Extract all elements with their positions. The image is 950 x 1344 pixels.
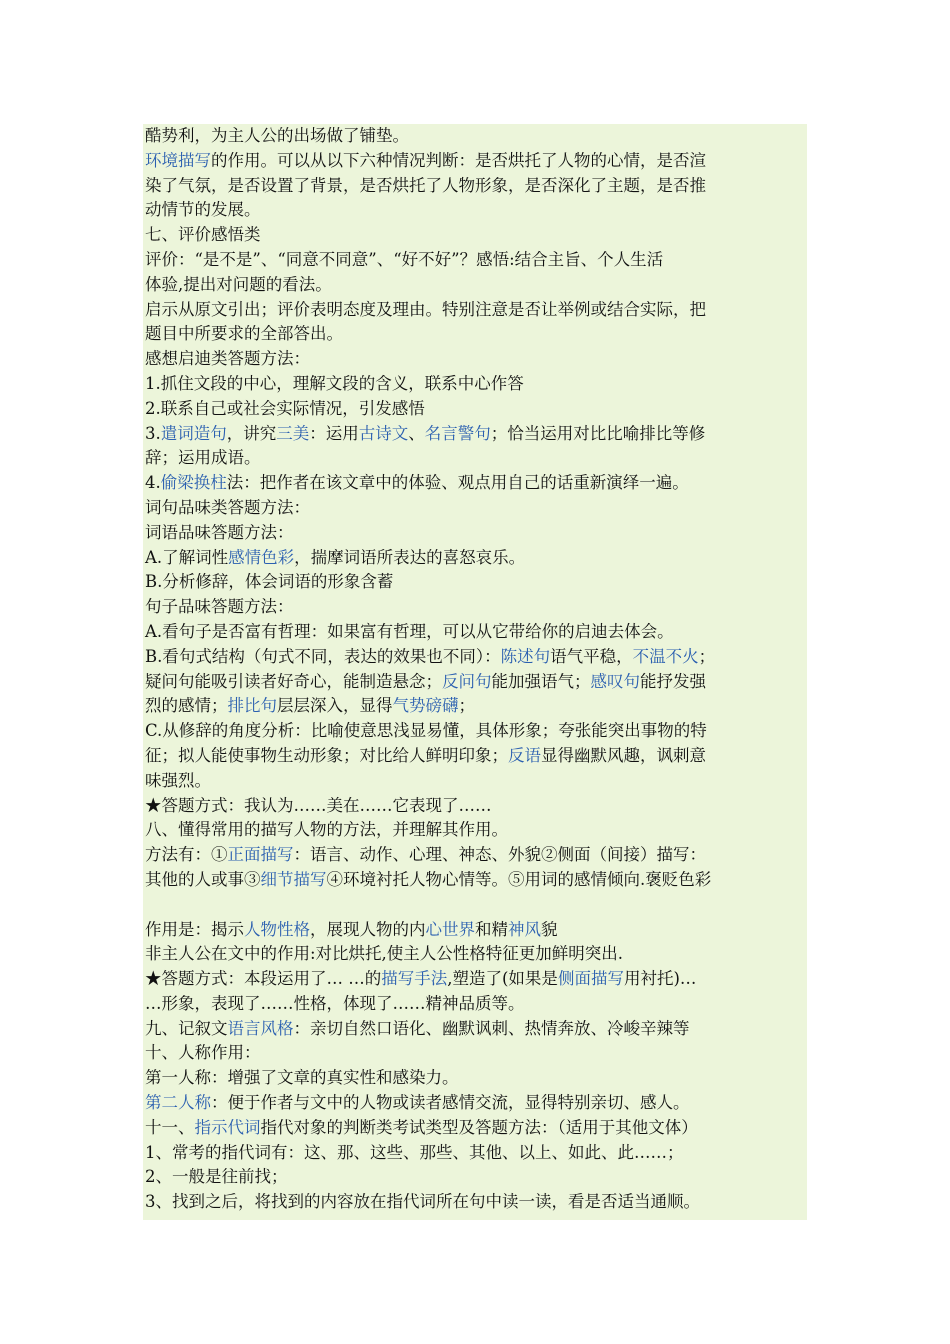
text-line — [145, 1017, 807, 1042]
text-run: 染了气氛，是否设置了背景，是否烘托了人物形象，是否深化了主题，是否推 — [145, 175, 706, 195]
text-run: 辞；运用成语。 — [145, 448, 261, 468]
text-line — [145, 248, 807, 273]
text-line — [145, 595, 807, 620]
text-line — [145, 942, 807, 967]
text-run: 、 — [408, 423, 425, 443]
keyword-link[interactable]: 名言警句 — [424, 423, 491, 443]
text-line — [145, 570, 807, 595]
text-run: 感想启迪类答题方法： — [145, 349, 310, 369]
text-run: 显得幽默风趣，讽刺意 — [541, 745, 706, 765]
keyword-link[interactable]: 气势磅礴 — [392, 696, 459, 716]
text-line — [145, 422, 807, 447]
text-line — [145, 1066, 807, 1091]
text-run: 八、懂得常用的描写人物的方法，并理解其作用。 — [145, 820, 508, 840]
text-run: 2.联系自己或社会实际情况，引发感悟 — [145, 398, 425, 418]
text-run: 能抒发强 — [640, 671, 706, 691]
text-run: 七、评价感悟类 — [145, 225, 261, 245]
text-run: 征；拟人能使事物生动形象；对比给人鲜明印象； — [145, 745, 508, 765]
text-line — [145, 347, 807, 372]
keyword-link[interactable]: 心世界 — [425, 919, 475, 939]
text-run: 指代对象的判断类考试类型及答题方法：（适用于其他文体） — [260, 1117, 698, 1137]
text-line — [145, 496, 807, 521]
keyword-link[interactable]: 语言风格 — [227, 1018, 294, 1038]
text-run: ,塑造了(如果是 — [447, 969, 558, 989]
text-line — [145, 967, 807, 992]
text-run: 1.抓住文段的中心，理解文段的含义，联系中心作答 — [145, 373, 524, 393]
keyword-link[interactable]: 神风 — [508, 919, 541, 939]
text-run: ：运用 — [309, 423, 359, 443]
text-run: C.从修辞的角度分析：比喻使意思浅显易懂，具体形象；夸张能突出事物的特 — [145, 721, 707, 741]
text-run: 和精 — [475, 919, 508, 939]
text-line — [145, 868, 807, 893]
keyword-link[interactable]: 三美 — [276, 423, 310, 443]
text-line — [145, 719, 807, 744]
text-line — [145, 1091, 807, 1116]
text-run: 味强烈。 — [145, 770, 211, 790]
text-run: B.分析修辞，体会词语的形象含蓄 — [145, 572, 394, 592]
text-line — [145, 273, 807, 298]
text-line — [145, 372, 807, 397]
text-line — [145, 992, 807, 1017]
text-run: 评价：“是不是”、“同意不同意”、“好不好”？感悟:结合主旨、个人生活 — [145, 249, 664, 269]
text-run: 4. — [145, 473, 161, 493]
text-line — [145, 620, 807, 645]
text-run: 词句品味类答题方法： — [145, 497, 310, 517]
keyword-link[interactable]: 遣词造句 — [160, 423, 227, 443]
keyword-link[interactable]: 陈述句 — [500, 646, 551, 666]
text-run: 词语品味答题方法： — [145, 522, 294, 542]
text-line — [145, 744, 807, 769]
text-line — [145, 645, 807, 670]
text-run: A.看句子是否富有哲理：如果富有哲理，可以从它带给你的启迪去体会。 — [145, 621, 674, 641]
text-run: 题目中所要求的全部答出。 — [145, 324, 343, 344]
text-line — [145, 223, 807, 248]
keyword-link[interactable]: 偷梁换柱 — [160, 473, 227, 493]
text-line — [145, 1165, 807, 1190]
text-run: ：便于作者与文中的人物或读者感情交流，显得特别亲切、感人。 — [211, 1093, 690, 1113]
text-run: 2、一般是往前找； — [145, 1167, 288, 1187]
text-run: 作用是：揭示 — [145, 919, 244, 939]
text-run: ，讲究 — [226, 423, 277, 443]
text-line — [145, 1041, 807, 1066]
text-run: 句子品味答题方法： — [145, 597, 294, 617]
text-line — [145, 670, 807, 695]
text-run: 方法有：① — [145, 845, 228, 865]
text-line — [145, 843, 807, 868]
text-run: 十、人称作用： — [145, 1043, 261, 1063]
text-run: A.了解词性 — [145, 547, 229, 567]
text-run: 用衬托)… — [623, 969, 697, 989]
document-body — [145, 124, 807, 1215]
text-line — [145, 818, 807, 843]
text-run: 第一人称：增强了文章的真实性和感染力。 — [145, 1068, 459, 1088]
keyword-link[interactable]: 感情色彩 — [228, 547, 295, 567]
keyword-link[interactable]: 反问句 — [442, 671, 492, 691]
keyword-link[interactable]: 古诗文 — [358, 423, 409, 443]
keyword-link[interactable]: 描写手法 — [381, 969, 448, 989]
text-run: ，展现人物的内 — [310, 919, 426, 939]
text-run: 启示从原文引出；评价表明态度及理由。特别注意是否让举例或结合实际，把 — [145, 299, 706, 319]
text-run: 烈的感情； — [145, 696, 228, 716]
text-run: ；恰当运用对比比喻排比等修 — [490, 423, 706, 443]
keyword-link[interactable]: 正面描写 — [227, 845, 294, 865]
text-line — [145, 769, 807, 794]
blank-line — [145, 893, 807, 918]
text-line — [145, 446, 807, 471]
keyword-link[interactable]: 排比句 — [227, 696, 277, 716]
text-run: ：语言、动作、心理、神态、外貌②侧面（间接）描写： — [293, 845, 706, 865]
text-run: 语气平稳， — [550, 646, 633, 666]
text-line — [145, 124, 807, 149]
text-line — [145, 521, 807, 546]
text-line — [145, 471, 807, 496]
text-run: ④环境衬托人物心情等。⑤用词的感情倾向.褒贬色彩 — [326, 869, 712, 889]
keyword-link[interactable]: 不温不火 — [632, 646, 699, 666]
text-run: 1、常考的指代词有：这、那、这些、那些、其他、以上、如此、此……； — [145, 1142, 684, 1162]
keyword-link[interactable]: 指示代词 — [194, 1117, 261, 1137]
text-run: ★答题方式：本段运用了… …的 — [145, 969, 382, 989]
text-line — [145, 397, 807, 422]
text-line — [145, 174, 807, 199]
text-run: 九、记叙文 — [145, 1018, 228, 1038]
text-run: 的作用。可以从以下六种情况判断：是否烘托了人物的心情，是否渲 — [211, 150, 706, 170]
text-run: B.看句式结构（句式不同，表达的效果也不同）： — [145, 646, 501, 666]
text-line — [145, 694, 807, 719]
text-run: 体验,提出对问题的看法。 — [145, 274, 332, 294]
keyword-link[interactable]: 人物性格 — [244, 919, 310, 939]
text-run: ，揣摩词语所表达的喜怒哀乐。 — [294, 547, 526, 567]
text-line — [145, 198, 807, 223]
keyword-link[interactable]: 侧面描写 — [557, 969, 624, 989]
text-run: 3、找到之后，将找到的内容放在指代词所在句中读一读，看是否适当通顺。 — [145, 1192, 700, 1212]
text-line — [145, 794, 807, 819]
text-run: …形象，表现了……性格，体现了……精神品质等。 — [145, 993, 525, 1013]
text-run: 3. — [145, 423, 161, 443]
keyword-link[interactable]: 细节描写 — [260, 869, 327, 889]
text-line — [145, 1141, 807, 1166]
keyword-link[interactable]: 环境描写 — [145, 150, 211, 170]
text-run: 非主人公在文中的作用:对比烘托,使主人公性格特征更加鲜明突出. — [145, 944, 624, 964]
text-line — [145, 322, 807, 347]
text-run: 貌 — [541, 919, 558, 939]
text-line — [145, 298, 807, 323]
text-run: ； — [698, 646, 716, 666]
text-line — [145, 1116, 807, 1141]
text-run: 动情节的发展。 — [145, 200, 261, 220]
text-run: 能加强语气； — [491, 671, 591, 691]
text-run: ：亲切自然口语化、幽默讽刺、热情奔放、冷峻辛辣等 — [293, 1018, 690, 1038]
text-run: 酷势利，为主人公的出场做了铺垫。 — [145, 126, 409, 145]
text-line — [145, 918, 807, 943]
text-line — [145, 1190, 807, 1215]
text-line — [145, 546, 807, 571]
text-run: ★答题方式：我认为……美在……它表现了…… — [145, 795, 492, 815]
text-run: 十一、 — [145, 1117, 195, 1137]
text-run: 其他的人或事③ — [145, 869, 261, 889]
keyword-link[interactable]: 感叹句 — [590, 671, 640, 691]
keyword-link[interactable]: 反语 — [508, 745, 541, 765]
text-line — [145, 149, 807, 174]
text-run: 法：把作者在该文章中的体验、观点用自己的话重新演绎一遍。 — [226, 473, 689, 493]
text-run: ； — [458, 696, 475, 716]
text-run: 疑问句能吸引读者好奇心，能制造悬念； — [145, 671, 442, 691]
keyword-link[interactable]: 第二人称 — [145, 1093, 211, 1113]
text-run: 层层深入，显得 — [277, 696, 393, 716]
